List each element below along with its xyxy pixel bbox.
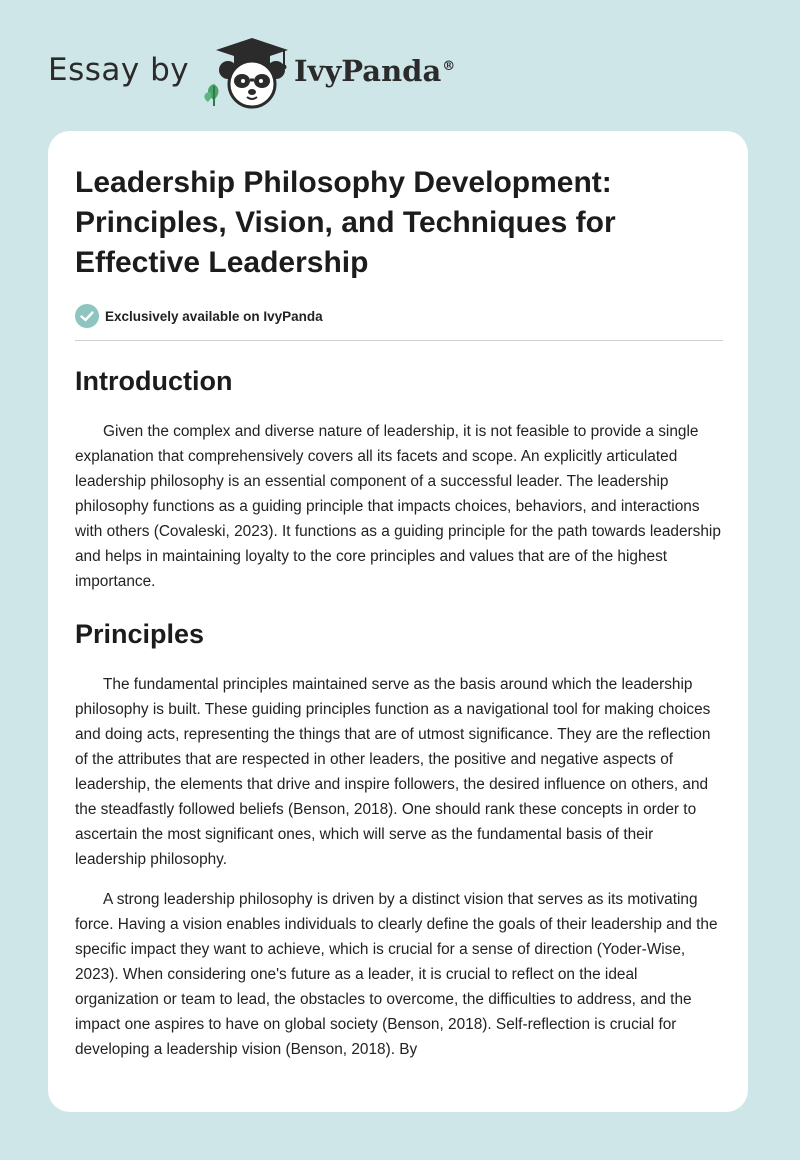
brand-name: IvyPanda® — [294, 54, 456, 88]
brand-header — [0, 0, 800, 130]
essay-card — [48, 131, 748, 1112]
section-heading-introduction: Introduction — [75, 366, 233, 396]
essay-by-label: Essay by — [48, 52, 190, 88]
exclusive-badge — [75, 304, 723, 328]
registered-mark: ® — [442, 59, 456, 75]
panda-graduate-icon — [200, 34, 292, 110]
exclusive-label: Exclusively available on IvyPanda — [105, 308, 323, 324]
paragraph: The fundamental principles maintained serve as the basis around which the leadership philosophy is built. These guiding principles function as a navigational tool for making choices and doing acts, representing the things that are of utmost significance. They are the reflection of the attributes that are respected in other leaders, the positive and negative aspects of leadership, the elements that drive and inspire followers, the desired influence on others, and the steadfastly followed beliefs (Benson, 2018). One should rank these concepts in order to ascertain the most significant ones, which will serve as the fundamental basis of their leadership philosophy. — [75, 676, 711, 868]
title-divider — [75, 340, 723, 341]
check-badge-icon — [75, 304, 99, 328]
essay-content — [75, 163, 723, 1062]
paragraph: A strong leadership philosophy is driven by a distinct vision that serves as its motivating force. Having a vision enables individuals to clearly define the goals of their leadership and the specific impact they want to achieve, which is crucial for a sense of direction (Yoder-Wise, 2023). When considering one's future as a leader, it is crucial to reflect on the ideal organization or team to lead, the obstacles to overcome, the difficulties to address, and the impact one aspires to have on global society (Benson, 2018). Self-reflection is crucial for developing a leadership vision (Benson, 2018). By — [75, 891, 718, 1058]
section-heading-principles: Principles — [75, 619, 205, 649]
paragraph: Given the complex and diverse nature of leadership, it is not feasible to provide a single explanation that comprehensively covers all its facets and scope. An explicitly articulated leadership philosophy is an essential component of a successful leader. The leadership philosophy functions as a guiding principle that impacts choices, behaviors, and interactions with others (Covaleski, 2023). It functions as a guiding principle for the path towards leadership and helps in maintaining loyalty to the core principles and values that are of the highest importance. — [75, 423, 721, 590]
page-title: Leadership Philosophy Development: Principles, Vision, and Techniques for Effective Leadership — [75, 166, 616, 279]
